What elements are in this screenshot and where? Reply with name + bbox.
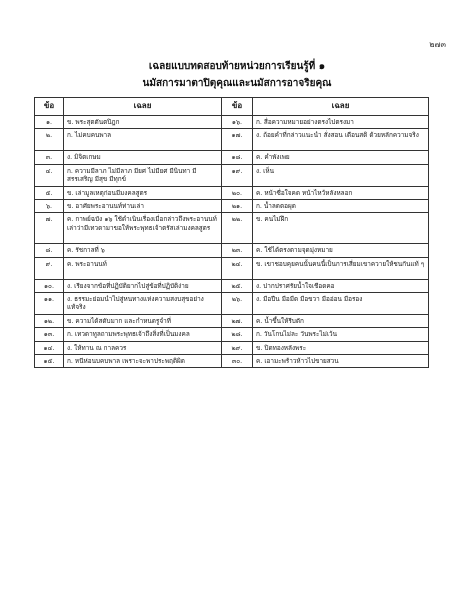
question-number-right: ๒๐. — [222, 186, 253, 199]
question-number-left: ๔. — [35, 164, 64, 186]
question-number-right: ๒๓. — [222, 244, 253, 257]
answer-left: ข. พระสุตตันตปิฎก — [64, 116, 222, 129]
answer-right: ข. เขาชอบคุยคนนั้นคนนี้เป็นการเสี่ยมเขาควายให้ชนกันแท้ ๆ — [253, 257, 429, 279]
answer-right: ค. น้ำขึ้นให้รีบตัก — [253, 314, 429, 327]
answer-left: ง. ธรรมะย่อมนำไปสู่หนทางแห่งความสงบสุขอย่างแท้จริง — [64, 292, 222, 314]
question-number-left: ๙. — [35, 257, 64, 279]
answer-left: ง. มิจิตเกษม — [64, 151, 222, 164]
question-number-left: ๘. — [35, 244, 64, 257]
question-number-left: ๑๓. — [35, 328, 64, 341]
question-number-right: ๒๒. — [222, 213, 253, 244]
answer-right: ค. คำพังเพย — [253, 151, 429, 164]
page-subtitle: นมัสการมาตาปิตุคุณและนมัสการอาจริยคุณ — [142, 78, 332, 89]
question-number-right: ๑๘. — [222, 151, 253, 164]
table-row — [35, 129, 429, 151]
table-row — [35, 199, 429, 212]
table-row — [35, 341, 429, 354]
question-number-left: ๑๐. — [35, 279, 64, 292]
answer-left: ก. ความมีลาภ ไม่มีลาภ มียศ ไม่มียศ มีนินทา มีสรรเสริญ มีสุข มีทุกข์ — [64, 164, 222, 186]
question-number-right: ๑๙. — [222, 164, 253, 186]
question-number-right: ๒๕. — [222, 279, 253, 292]
table-row — [35, 151, 429, 164]
answer-right: ข. คนไม่ฝึก — [253, 213, 429, 244]
answer-left: ค. กาพย์ฉบัง ๑๖ ใช้ดำเนินเรื่องเมื่อกล่าวถึงพระอานนท์เล่าว่ามีเทวดามาขอให้พระพุทธเจ้าตรัสเล่ามงคลสูตร — [64, 213, 222, 244]
answer-left: ง. ให้ทาน ณ กาลควร — [64, 341, 222, 354]
answer-key-table — [34, 97, 429, 368]
table-row — [35, 164, 429, 186]
question-number-left: ๑๑. — [35, 292, 64, 314]
question-number-left: ๑๒. — [35, 314, 64, 327]
question-number-right: ๓๐. — [222, 354, 253, 367]
answer-right: ค. เอามะพร้าวห้าวไปขายสวน — [253, 354, 429, 367]
answer-right: ค. ใช้ได้ตรงตามจุดมุ่งหมาย — [253, 244, 429, 257]
answer-left: ก. ไม่คบคนพาล — [64, 129, 222, 151]
question-number-left: ๑. — [35, 116, 64, 129]
question-number-left: ๖. — [35, 199, 64, 212]
answer-right: ค. หน้าซื่อใจคด หน้าไหว้หลังหลอก — [253, 186, 429, 199]
answer-left: ข. ความได้สดับมาก และกำหนดรูจำที่ — [64, 314, 222, 327]
question-number-left: ๗. — [35, 213, 64, 244]
question-number-right: ๑๖. — [222, 116, 253, 129]
page-title: เฉลยแบบทดสอบท้ายหน่วยการเรียนรู้ที่ ๑ — [148, 61, 326, 72]
table-row — [35, 328, 429, 341]
answer-right: ง. มือปืน มือมืด มือขวา มืออ่อน มือรอง — [253, 292, 429, 314]
question-number-right: ๒๘. — [222, 328, 253, 341]
table-row — [35, 354, 429, 367]
answer-right: ง. ปากปราศรัยน้ำใจเชือดคอ — [253, 279, 429, 292]
table-row — [35, 186, 429, 199]
table-row — [35, 213, 429, 244]
answer-right: ก. สื่อความหมายอย่างตรงไปตรงมา — [253, 116, 429, 129]
answer-left: ก. หนีห่อนบคบพาล เพราะจะพาประพฤติผิด — [64, 354, 222, 367]
answer-right: ง. เห็น — [253, 164, 429, 186]
question-number-right: ๒๗. — [222, 314, 253, 327]
header-question-number-right: ข้อ — [222, 98, 253, 116]
answer-right: ก. น้ำลดตอผุด — [253, 199, 429, 212]
table-row — [35, 314, 429, 327]
question-number-left: ๒. — [35, 129, 64, 151]
answer-right: ก. วันโกนไม่ละ วันพระไม่เว้น — [253, 328, 429, 341]
header-answer-right: เฉลย — [253, 98, 429, 116]
table-row — [35, 292, 429, 314]
question-number-right: ๒๔. — [222, 257, 253, 279]
table-row — [35, 116, 429, 129]
answer-left: ข. เล่ามูลเหตุก่อนมีมงคลสูตร — [64, 186, 222, 199]
question-number-right: ๒๙. — [222, 341, 253, 354]
answer-left: ค. พระอานนท์ — [64, 257, 222, 279]
header-question-number-left: ข้อ — [35, 98, 64, 116]
table-row — [35, 244, 429, 257]
question-number-right: ๑๗. — [222, 129, 253, 151]
answer-left: ก. เทวดาทูลถามพระพุทธเจ้าถึงสิ่งที่เป็นมงคล — [64, 328, 222, 341]
header-answer-left: เฉลย — [64, 98, 222, 116]
answer-left: ข. อาศัยพระอานนท์ท่านเล่า — [64, 199, 222, 212]
answer-right: ง. ถ้อยคำที่กล่าวแนะนำ สั่งสอน เตือนสติ ด้วยหลักความจริง — [253, 129, 429, 151]
question-number-left: ๓. — [35, 151, 64, 164]
answer-left: ง. เรียงจากข้อที่ปฏิบัติยากไปสู่ข้อที่ปฏิบัติง่าย — [64, 279, 222, 292]
answer-left: ค. รัชกาลที่ ๖ — [64, 244, 222, 257]
question-number-left: ๕. — [35, 186, 64, 199]
table-row — [35, 279, 429, 292]
question-number-right: ๒๑. — [222, 199, 253, 212]
table-row — [35, 257, 429, 279]
question-number-left: ๑๔. — [35, 341, 64, 354]
page-number: ๒๗๓ — [429, 40, 446, 49]
question-number-right: ๒๖. — [222, 292, 253, 314]
answer-right: ข. ปิดทองหลังพระ — [253, 341, 429, 354]
table-header-row — [35, 98, 429, 116]
question-number-left: ๑๕. — [35, 354, 64, 367]
